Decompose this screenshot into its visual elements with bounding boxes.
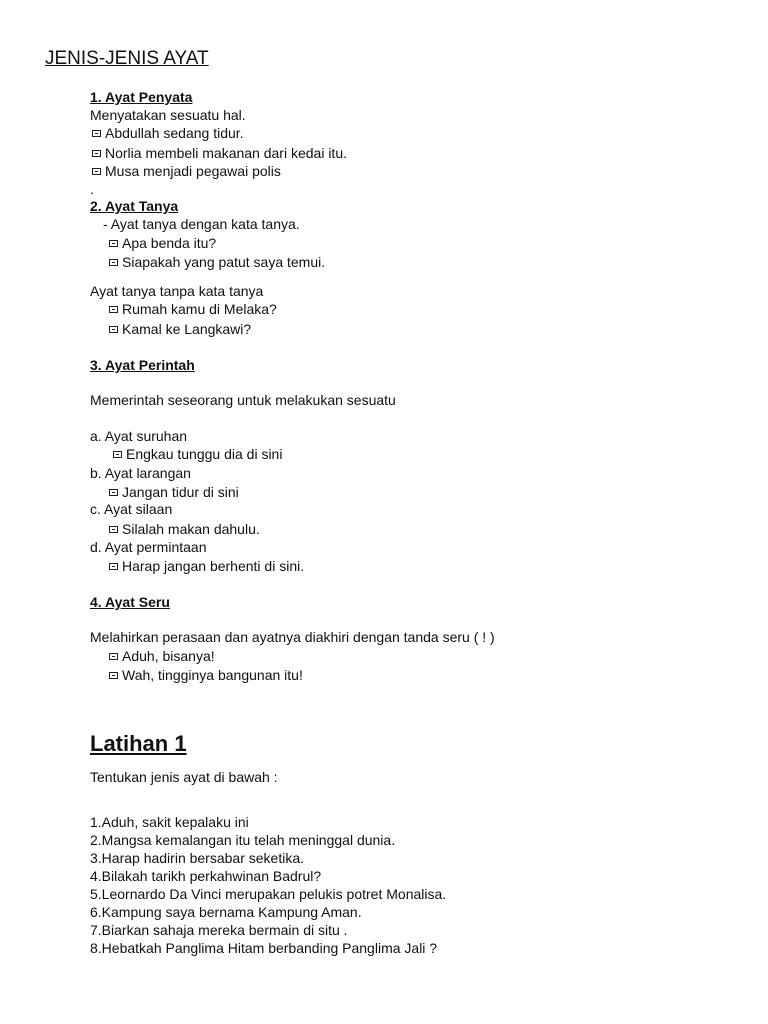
exercise-question: 8.Hebatkah Panglima Hitam berbanding Panglima Jali ? (90, 940, 438, 956)
list-item: Norlia membeli makanan dari kedai itu. (105, 145, 347, 161)
section-1-description: Menyatakan sesuatu hal. (90, 107, 246, 123)
bullet-icon (109, 326, 118, 333)
list-item: Wah, tingginya bangunan itu! (122, 667, 303, 683)
section-4-description: Melahirkan perasaan dan ayatnya diakhiri dengan tanda seru ( ! ) (90, 629, 495, 645)
bullet-icon (92, 168, 101, 175)
list-item: Silalah makan dahulu. (122, 521, 260, 537)
sub-label: d. Ayat permintaan (90, 539, 207, 555)
section-3-description: Memerintah seseorang untuk melakukan sesuatu (90, 392, 396, 408)
exercise-question: 3.Harap hadirin bersabar seketika. (90, 850, 305, 866)
bullet-icon (109, 653, 118, 660)
list-item: Apa benda itu? (122, 235, 217, 251)
bullet-icon (109, 563, 118, 570)
sub-label: b. Ayat larangan (90, 465, 191, 481)
exercise-instruction: Tentukan jenis ayat di bawah : (90, 769, 278, 785)
list-item: Engkau tunggu dia di sini (126, 446, 283, 462)
bullet-icon (92, 150, 101, 157)
exercise-question: 5.Leornardo Da Vinci merupakan pelukis potret Monalisa. (90, 886, 447, 902)
exercise-question: 6.Kampung saya bernama Kampung Aman. (90, 904, 362, 920)
bullet-icon (109, 672, 118, 679)
list-item: Jangan tidur di sini (122, 484, 239, 500)
bullet-icon (92, 130, 101, 137)
exercise-question: 2.Mangsa kemalangan itu telah meninggal dunia. (90, 832, 396, 848)
bullet-icon (109, 259, 118, 266)
list-item: Abdullah sedang tidur. (105, 125, 244, 141)
bullet-icon (113, 451, 122, 458)
page-title: JENIS-JENIS AYAT (45, 48, 209, 69)
list-item: Musa menjadi pegawai polis (105, 163, 281, 179)
bullet-icon (109, 240, 118, 247)
exercise-title: Latihan 1 (90, 731, 187, 756)
exercise-question: 4.Bilakah tarikh perkahwinan Badrul? (90, 868, 322, 884)
bullet-icon (109, 526, 118, 533)
section-1-heading: 1. Ayat Penyata (90, 89, 193, 105)
list-item: Kamal ke Langkawi? (122, 321, 252, 337)
sub-label: c. Ayat silaan (90, 501, 173, 517)
section-2-description-2: Ayat tanya tanpa kata tanya (90, 283, 264, 299)
bullet-icon (109, 306, 118, 313)
sub-label: a. Ayat suruhan (90, 428, 188, 444)
list-item: Siapakah yang patut saya temui. (122, 254, 326, 270)
stray-period: . (90, 181, 94, 197)
list-item: Harap jangan berhenti di sini. (122, 558, 305, 574)
exercise-question: 1.Aduh, sakit kepalaku ini (90, 814, 249, 830)
list-item: Rumah kamu di Melaka? (122, 301, 277, 317)
exercise-question: 7.Biarkan sahaja mereka bermain di situ . (90, 922, 348, 938)
list-item: Aduh, bisanya! (122, 648, 215, 664)
section-2-heading: 2. Ayat Tanya (90, 198, 179, 214)
section-3-heading: 3. Ayat Perintah (90, 357, 195, 373)
section-2-description: - Ayat tanya dengan kata tanya. (103, 216, 300, 232)
bullet-icon (109, 489, 118, 496)
section-4-heading: 4. Ayat Seru (90, 594, 170, 610)
